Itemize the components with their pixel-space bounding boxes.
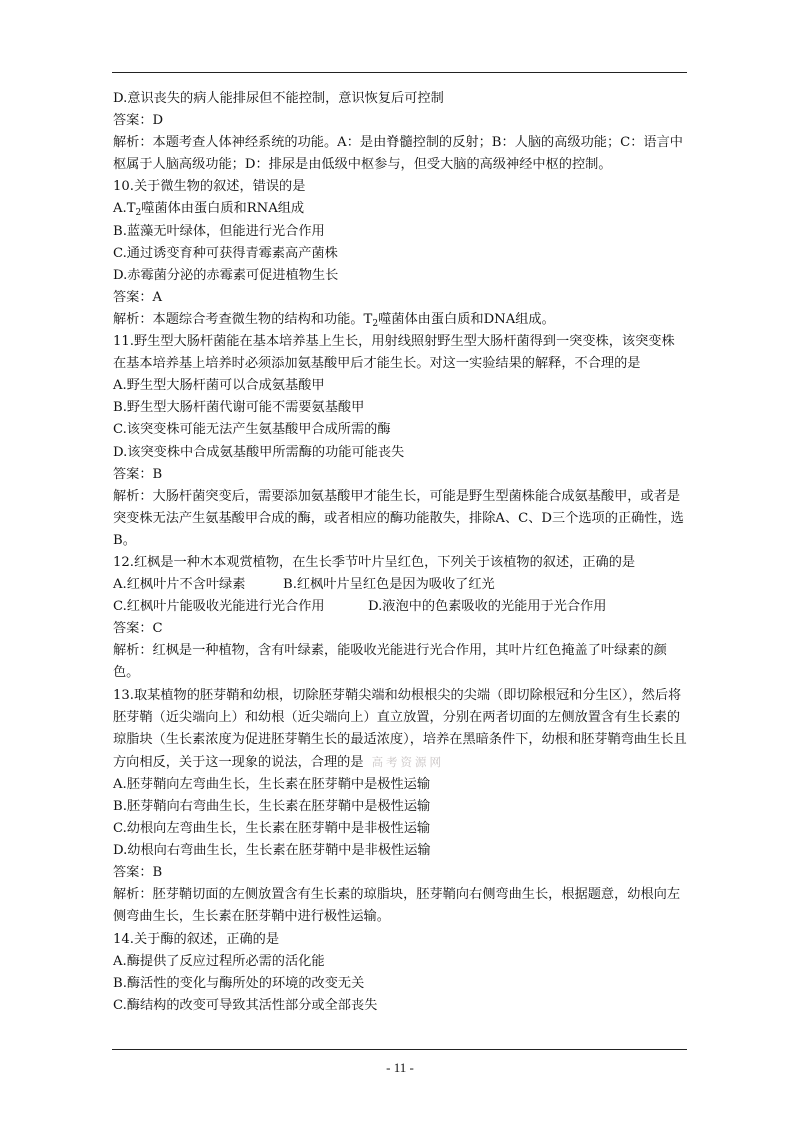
answer-line: 答案：A xyxy=(113,289,163,305)
watermark: 高考资源网 xyxy=(371,754,445,769)
explanation-paragraph: 解析：胚芽鞘切面的左侧放置含有生长素的琼脂块，胚芽鞘向右侧弯曲生长，根据题意，幼根向左侧弯曲生长，生长素在胚芽鞘中进行极性运输。 xyxy=(113,887,681,925)
option-line: B.蓝藻无叶绿体，但能进行光合作用 xyxy=(113,223,325,239)
option-c: C.红枫叶片能吸收光能进行光合作用 xyxy=(113,599,325,615)
subscript: 2 xyxy=(135,208,142,219)
page-number: - 11 - xyxy=(386,1060,414,1075)
option-line: A.野生型大肠杆菌可以合成氨基酸甲 xyxy=(113,378,325,394)
option-line: D.赤霉菌分泌的赤霉素可促进植物生长 xyxy=(113,267,339,283)
explanation-paragraph: 解析：本题综合考查微生物的结构和功能。$T_2$噬菌体由蛋白质和DNA组成。 xyxy=(113,311,555,329)
option-line: C.幼根向左弯曲生长，生长素在胚芽鞘中是非极性运输 xyxy=(113,821,431,837)
answer-line: 答案：C xyxy=(113,621,163,637)
option-line: D.幼根向右弯曲生长，生长素在胚芽鞘中是非极性运输 xyxy=(113,843,431,859)
footer-rule xyxy=(112,1049,687,1050)
option-line: B.野生型大肠杆菌代谢可能不需要氨基酸甲 xyxy=(113,400,365,416)
option-row xyxy=(113,596,687,618)
subscript: 2 xyxy=(372,318,379,329)
answer-line: 答案：D xyxy=(113,113,164,129)
question-14-stem: 14.关于酶的叙述，正确的是 xyxy=(113,931,280,947)
option-line: B.胚芽鞘向右弯曲生长，生长素在胚芽鞘中是极性运输 xyxy=(113,799,431,814)
question-11-stem: 11.野生型大肠杆菌能在基本培养基上生长，用射线照射野生型大肠杆菌得到一突变株，该突变株在基本培养基上培养时必须添加氨基酸甲后才能生长。对这一实验结果的解释，不合理的是 xyxy=(113,334,675,372)
question-10-stem: 10.关于微生物的叙述，错误的是 xyxy=(113,179,306,195)
option-d: D.液泡中的色素吸收的光能用于光合作用 xyxy=(368,599,607,615)
header-rule xyxy=(112,72,687,73)
option-line: C.该突变株可能无法产生氨基酸甲合成所需的酶 xyxy=(113,422,391,438)
option-line: $A.T_2$噬菌体由蛋白质和RNA组成 xyxy=(113,201,305,219)
explanation-paragraph: 解析：大肠杆菌突变后，需要添加氨基酸甲才能生长，可能是野生型菌株能合成氨基酸甲，或者是突变株无法产生氨基酸甲合成的酶，或者相应的酶功能散失，排除A、C、D三个选项的正确性，选B。 xyxy=(113,488,684,548)
explanation-paragraph: 解析：本题考查人体神经系统的功能。A：是由脊髓控制的反射；B：人脑的高级功能；C：语言中枢属于人脑高级功能；D：排尿是由低级中枢参与，但受大脑的高级神经中枢的控制。 xyxy=(113,135,683,173)
option-a: A.红枫叶片不含叶绿素 xyxy=(113,577,246,593)
question-13-stem: 13.取某植物的胚芽鞘和幼根，切除胚芽鞘尖端和幼根根尖的尖端（即切除根冠和分生区），然后将胚芽鞘（近尖端向上）和幼根（近尖端向上）直立放置，分别在两者切面的左侧放置含有生长素的琼脂块（生长素浓度为促进胚芽鞘生长的最适浓度），培养在黑暗条件下，幼根和胚芽鞘弯曲生长且方向相反，关于这一现象的说法，合理的是 高考资源网 xyxy=(113,687,687,770)
option-line: B.酶活性的变化与酶所处的环境的改变无关 xyxy=(113,975,365,991)
option-line: D.该突变株中合成氨基酸甲所需酶的功能可能丧失 xyxy=(113,444,405,460)
option-line: A.胚芽鞘向左弯曲生长，生长素在胚芽鞘中是极性运输 xyxy=(113,776,431,792)
answer-line: 答案：B xyxy=(113,865,163,881)
page-content xyxy=(113,88,687,1017)
option-b: B.红枫叶片呈红色是因为吸收了红光 xyxy=(283,577,495,593)
explanation-paragraph: 解析：红枫是一种植物，含有叶绿素，能吸收光能进行光合作用，其叶片红色掩盖了叶绿素的颜色。 xyxy=(113,643,667,681)
option-line: A.酶提供了反应过程所必需的活化能 xyxy=(113,953,325,969)
option-line: C.通过诱变育种可获得青霉素高产菌株 xyxy=(113,245,338,261)
answer-line: 答案：B xyxy=(113,466,163,482)
question-12-stem: 12.红枫是一种木本观赏植物，在生长季节叶片呈红色，下列关于该植物的叙述，正确的是 xyxy=(113,554,636,570)
option-line: C.酶结构的改变可导致其活性部分或全部丧失 xyxy=(113,997,378,1013)
option-row xyxy=(113,574,687,596)
option-line: D.意识丧失的病人能排尿但不能控制，意识恢复后可控制 xyxy=(113,91,444,106)
